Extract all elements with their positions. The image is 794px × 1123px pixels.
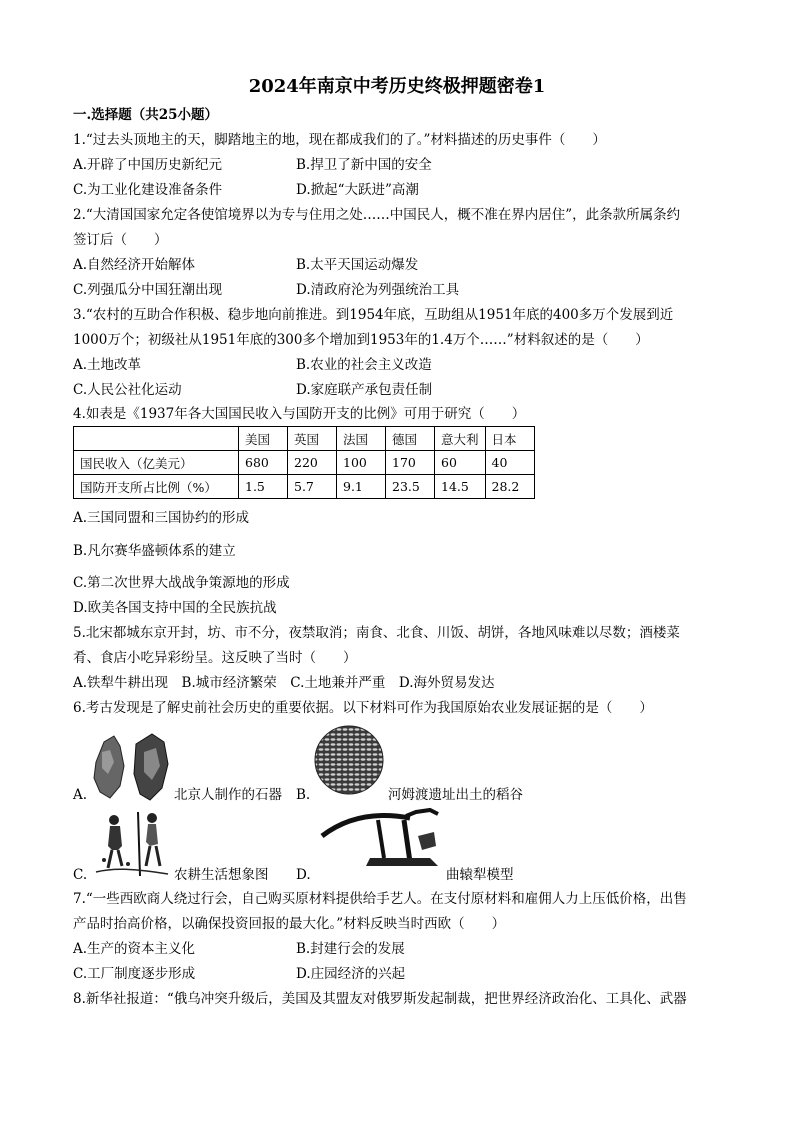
farming-life-image <box>92 806 172 882</box>
q3-option-b: B.农业的社会主义改造 <box>296 357 432 373</box>
q6-option-c-label: C. <box>73 867 88 883</box>
q1-option-a: A.开辟了中国历史新纪元 <box>73 157 223 173</box>
table-cell: 美国 <box>239 427 288 451</box>
q3-option-c: C.人民公社化运动 <box>73 382 182 398</box>
q1-option-b: B.捍卫了新中国的安全 <box>296 157 432 173</box>
table-header-row <box>74 427 535 451</box>
q2-option-a: A.自然经济开始解体 <box>73 257 196 273</box>
table-cell: 40 <box>485 451 534 475</box>
q7-option-a: A.生产的资本主义化 <box>73 941 196 957</box>
question-6-stem: 6.考古发现是了解史前社会历史的重要依据。以下材料可作为我国原始农业发展证据的是（ ） <box>73 700 653 716</box>
income-defense-table <box>73 426 535 499</box>
q2-option-b: B.太平天国运动爆发 <box>296 257 419 273</box>
table-cell: 14.5 <box>435 475 486 499</box>
table-cell: 28.2 <box>485 475 534 499</box>
question-2-stem-cont: 签订后（ ） <box>73 232 168 248</box>
table-cell: 100 <box>337 451 386 475</box>
question-3-stem-cont: 1000万个；初级社从1951年底的300多个增加到1953年的1.4万个……”材料叙述的是（ ） <box>73 332 649 348</box>
table-row <box>74 475 535 499</box>
table-cell <box>74 427 239 451</box>
table-cell: 60 <box>435 451 486 475</box>
question-8-stem: 8.新华社报道：“俄乌冲突升级后，美国及其盟友对俄罗斯发起制裁，把世界经济政治化、工具化、武器 <box>73 991 687 1007</box>
question-3-stem: 3.“农村的互助合作积极、稳步地向前推进。到1954年底，互助组从1951年底的400多万个发展到近 <box>73 307 674 323</box>
question-5-stem-cont: 肴、食店小吃异彩纷呈。这反映了当时（ ） <box>73 650 357 666</box>
q2-option-d: D.清政府沦为列强统治工具 <box>296 282 460 298</box>
q6-option-b-caption: 河姆渡遗址出土的稻谷 <box>388 787 523 803</box>
table-cell: 英国 <box>288 427 337 451</box>
rice-grains-image <box>312 722 386 800</box>
table-cell: 170 <box>386 451 435 475</box>
q7-option-b: B.封建行会的发展 <box>296 941 405 957</box>
page-title: 2024年南京中考历史终极押题密卷1 <box>248 76 546 97</box>
table-cell: 法国 <box>337 427 386 451</box>
q6-option-c-caption: 农耕生活想象图 <box>174 867 269 883</box>
curved-plough-image <box>318 806 444 878</box>
q6-option-a-caption: 北京人制作的石器 <box>174 787 282 803</box>
q7-option-c: C.工厂制度逐步形成 <box>73 966 196 982</box>
q5-options: A.铁犁牛耕出现 B.城市经济繁荣 C.土地兼并严重 D.海外贸易发达 <box>73 675 495 691</box>
question-5-stem: 5.北宋都城东京开封，坊、市不分，夜禁取消；南食、北食、川饭、胡饼，各地风味难以尽数；酒楼菜 <box>73 625 680 641</box>
table-cell: 23.5 <box>386 475 435 499</box>
q4-option-b: B.凡尔赛华盛顿体系的建立 <box>73 543 236 559</box>
q3-option-d: D.家庭联产承包责任制 <box>296 382 433 398</box>
table-cell: 9.1 <box>337 475 386 499</box>
section-heading: 一.选择题（共25小题） <box>73 107 218 123</box>
question-1-stem: 1.“过去头顶地主的天，脚踏地主的地，现在都成我们的了。”材料描述的历史事件（ ） <box>73 132 606 148</box>
q4-option-c: C.第二次世界大战战争策源地的形成 <box>73 575 290 591</box>
q3-option-a: A.土地改革 <box>73 357 142 373</box>
q7-option-d: D.庄园经济的兴起 <box>296 966 406 982</box>
q4-option-a: A.三国同盟和三国协约的形成 <box>73 510 250 526</box>
table-cell: 国民收入（亿美元） <box>74 451 239 475</box>
q6-option-d-label: D. <box>296 867 311 883</box>
table-cell: 国防开支所占比例（%） <box>74 475 239 499</box>
q2-option-c: C.列强瓜分中国狂潮出现 <box>73 282 223 298</box>
q1-option-d: D.掀起“大跃进”高潮 <box>296 182 419 198</box>
table-cell: 680 <box>239 451 288 475</box>
q6-option-b-label: B. <box>296 787 311 803</box>
q6-option-d-caption: 曲辕犁模型 <box>446 867 514 883</box>
q6-option-a-label: A. <box>73 787 88 803</box>
table-cell: 日本 <box>485 427 534 451</box>
table-cell: 5.7 <box>288 475 337 499</box>
table-cell: 1.5 <box>239 475 288 499</box>
q4-option-d: D.欧美各国支持中国的全民族抗战 <box>73 600 277 616</box>
stone-tools-image <box>90 722 172 806</box>
table-row <box>74 451 535 475</box>
table-cell: 220 <box>288 451 337 475</box>
question-4-stem: 4.如表是《1937年各大国国民收入与国防开支的比例》可用于研究（ ） <box>73 406 526 422</box>
table-cell: 德国 <box>386 427 435 451</box>
question-7-stem-cont: 产品时抬高价格，以确保投资回报的最大化。”材料反映当时西欧（ ） <box>73 916 506 932</box>
question-2-stem: 2.“大清国国家允定各使馆境界以为专与住用之处……中国民人，概不准在界内居住”，此条款所属条约 <box>73 207 681 223</box>
table-cell: 意大利 <box>435 427 486 451</box>
question-7-stem: 7.“一些西欧商人绕过行会，自己购买原材料提供给手艺人。在支付原材料和雇佣人力上压低价格，出售 <box>73 891 687 907</box>
q1-option-c: C.为工业化建设准备条件 <box>73 182 223 198</box>
